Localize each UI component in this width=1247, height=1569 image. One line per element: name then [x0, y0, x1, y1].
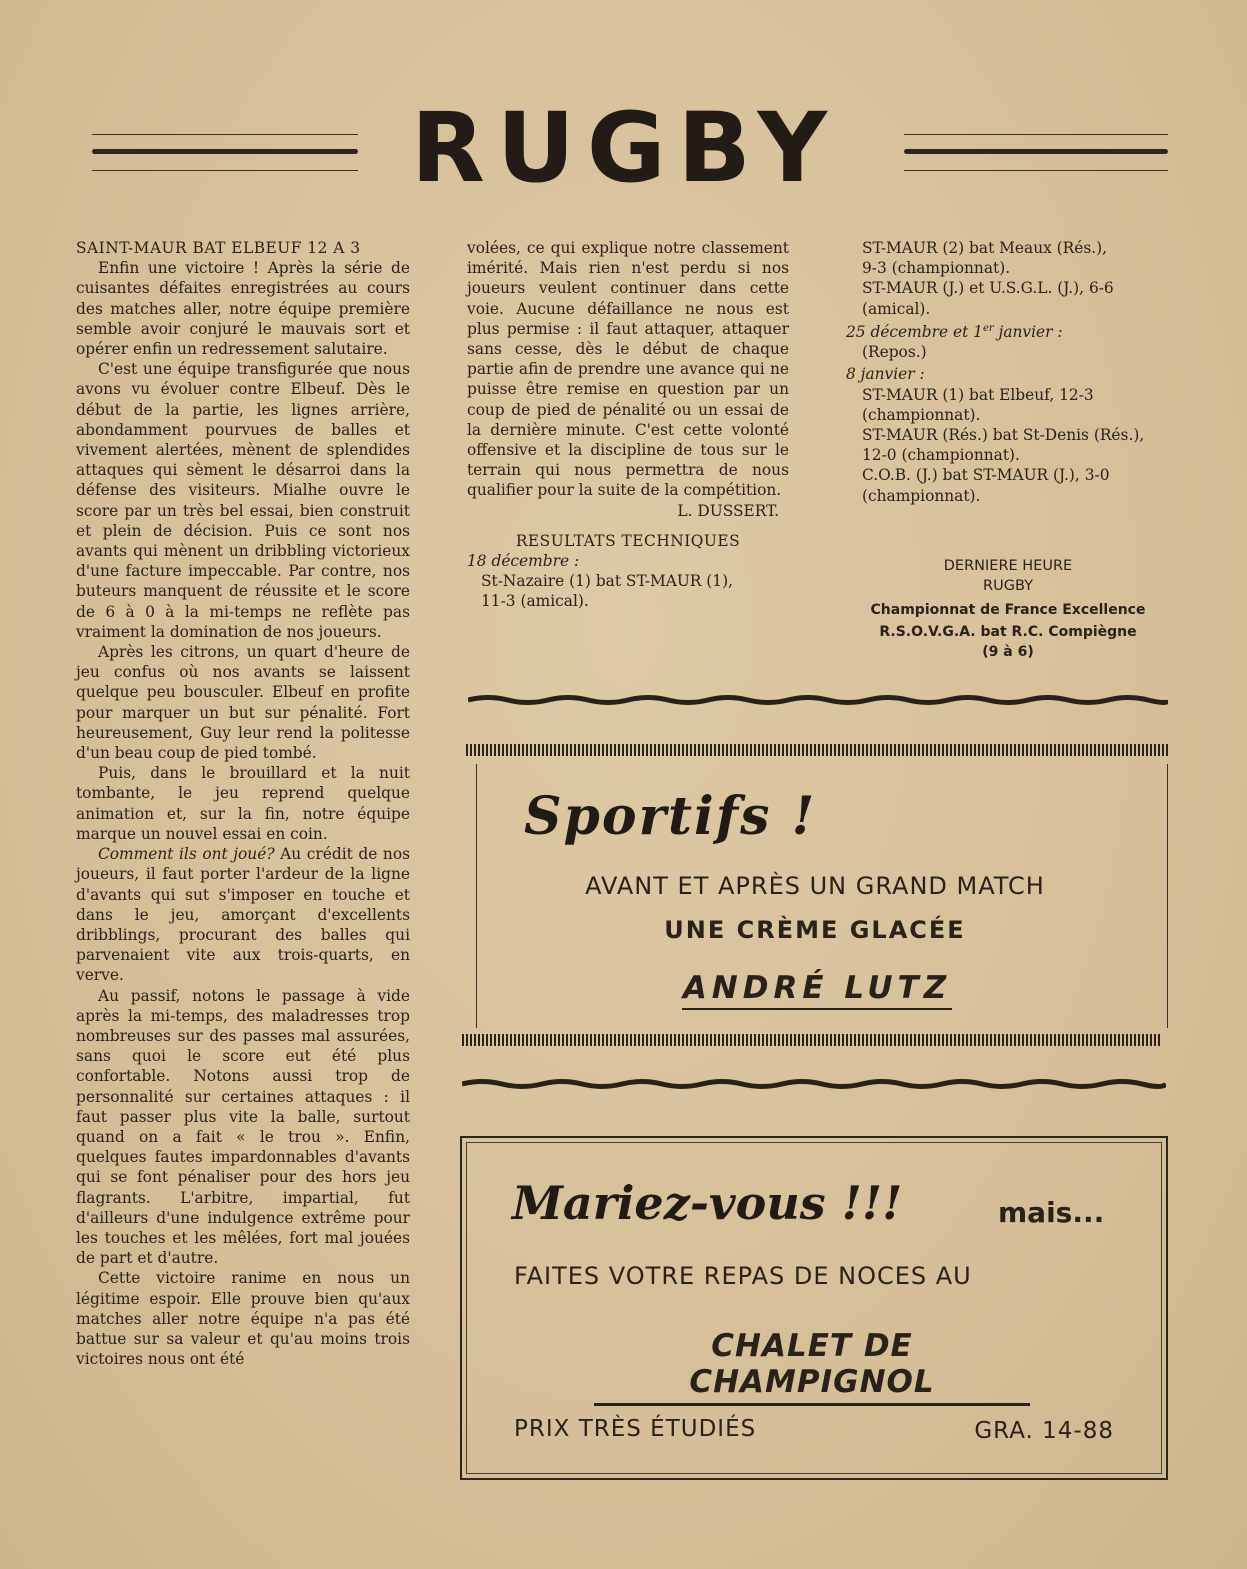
ad-line: FAITES VOTRE REPAS DE NOCES AU [514, 1262, 972, 1290]
article-signature: L. DUSSERT. [677, 501, 779, 520]
late-news-line: RUGBY [983, 578, 1033, 594]
wedding-restaurant-advertisement [460, 1136, 1168, 1480]
result-item: ST-MAUR (1) bat Elbeuf, 12-3 (championnat). [862, 385, 1094, 424]
results-date: 8 janvier : [846, 365, 925, 384]
wavy-divider [468, 692, 1168, 708]
late-news-box [858, 556, 1158, 662]
ad-brand: ANDRÉ LUTZ [682, 970, 952, 1010]
results-date: 18 décembre : [467, 552, 580, 571]
ad-prices: PRIX TRÈS ÉTUDIÉS [514, 1416, 757, 1442]
results-column [846, 238, 1168, 506]
ad-venue: CHALET DE CHAMPIGNOL [594, 1328, 1030, 1406]
page-title: RUGBY [410, 92, 840, 204]
article-paragraph: Enfin une victoire ! Après la série de cuisantes défaites enregistrées au cours des matches aller, notre équipe première semble avoir conjuré le mauvais sort et opérer enfin un redressement salutaire. [76, 259, 410, 359]
ad-phone: GRA. 14-88 [974, 1418, 1114, 1444]
ad-headline: Sportifs ! [524, 786, 817, 847]
result-item: St-Nazaire (1) bat ST-MAUR (1), 11-3 (amical). [481, 572, 733, 611]
results-heading: RESULTATS TECHNIQUES [515, 531, 741, 550]
article-paragraph: Comment ils ont joué? Au crédit de nos joueurs, il faut porter l'ardeur de la ligne d'avants qui sut s'imposer en touche et dans le jeu, amorçant d'excellents dribblings, procurant des balles qui parvenaient vite aux trois-quarts, en verve. [76, 845, 410, 985]
ad-headline-suffix: mais... [998, 1196, 1105, 1229]
hatched-border-bottom [462, 1034, 1162, 1046]
masthead-rule-right [904, 130, 1168, 174]
ad-line: AVANT ET APRÈS UN GRAND MATCH [585, 872, 1045, 900]
late-news-line: R.S.O.V.G.A. bat R.C. Compiègne [879, 624, 1137, 640]
result-item: (Repos.) [862, 343, 927, 362]
late-news-line: Championnat de France Excellence [870, 602, 1146, 618]
result-item: ST-MAUR (Rés.) bat St-Denis (Rés.), 12-0 (championnat). [862, 425, 1145, 465]
hatched-border-top [466, 744, 1168, 756]
article-paragraph: Puis, dans le brouillard et la nuit tombante, le jeu reprend quelque animation et, sur la fin, notre équipe marque un nouvel essai en coin. [76, 764, 410, 843]
result-item: ST-MAUR (J.) et U.S.G.L. (J.), 6-6 (amical). [862, 279, 1114, 318]
result-item: ST-MAUR (2) bat Meaux (Rés.), 9-3 (championnat). [862, 239, 1108, 278]
article-paragraph: Cette victoire ranime en nous un légitime espoir. Elle prouve bien qu'aux matches aller notre équipe n'a pas été battue sur sa valeur et qu'au moins trois victoires nous ont été [76, 1269, 410, 1369]
masthead-rule-left [92, 130, 358, 174]
article-headline: SAINT-MAUR BAT ELBEUF 12 A 3 [76, 239, 361, 257]
article-subhead: Comment ils ont joué? [98, 845, 275, 864]
article-paragraph: C'est une équipe transfigurée que nous avons vu évoluer contre Elbeuf. Dès le début de la partie, les lignes arrière, abondamment pourvues de balles et vivement alertées, mènent de splendides attaques qui sèment le désarroi dans la défense des visiteurs. Mialhe ouvre le score par un très bel essai, bien construit et plein de décision. Puis ce sont nos avants qui mènent un dribbling victorieux d'une facture impeccable. Par contre, nos buteurs manquent de réussite et le score de 6 à 0 à la mi-temps ne reflète pas vraiment la domination de nos joueurs. [76, 360, 410, 641]
article-paragraph: Au passif, notons le passage à vide après la mi-temps, des maladresses trop nombreuses sur des passes mal assurées, sans quoi le score eut été plus confortable. Notons aussi trop de personnalité sur certaines attaques : il faut passer plus vite la balle, surtout quand on a fait « le trou ». Enfin, quelques fautes impardonnables d'avants qui se font pénaliser pour des hors jeu flagrants. L'arbitre, impartial, fut d'ailleurs d'une indulgence extrême pour les touches et les mêlées, fort mal jouées de part et d'autre. [76, 986, 410, 1268]
ice-cream-advertisement [462, 744, 1168, 1046]
late-news-line: (9 à 6) [982, 644, 1034, 660]
ad-headline: Mariez-vous !!! [512, 1176, 903, 1230]
article-column-1 [76, 238, 410, 1369]
article-paragraph: volées, ce qui explique notre classement imérité. Mais rien n'est perdu si nos joueurs veulent continuer dans cette voie. Aucune défaillance ne nous est plus permise : il faut attaquer, attaquer sans cesse, dès le début de chaque partie afin de prendre une avance qui ne puisse être remise en question par un coup de pied de pénalité ou un essai de la dernière minute. C'est cette volonté offensive et la discipline de tous sur le terrain qui nous permettra de nous qualifier pour la suite de la compétition. [467, 239, 789, 500]
result-item: C.O.B. (J.) bat ST-MAUR (J.), 3-0 (championnat). [862, 466, 1110, 505]
article-paragraph: Après les citrons, un quart d'heure de jeu confus où nos avants se laissent quelque peu bousculer. Elbeuf en profite pour marquer un but sur pénalité. Fort heureusement, Guy leur rend la politesse d'un beau coup de pied tombé. [76, 643, 410, 763]
late-news-line: DERNIERE HEURE [943, 558, 1073, 574]
results-date: 25 décembre et 1er janvier : [846, 322, 1063, 341]
wavy-divider [462, 1076, 1166, 1092]
ad-line: UNE CRÈME GLACÉE [664, 916, 966, 944]
article-column-2 [467, 238, 789, 612]
